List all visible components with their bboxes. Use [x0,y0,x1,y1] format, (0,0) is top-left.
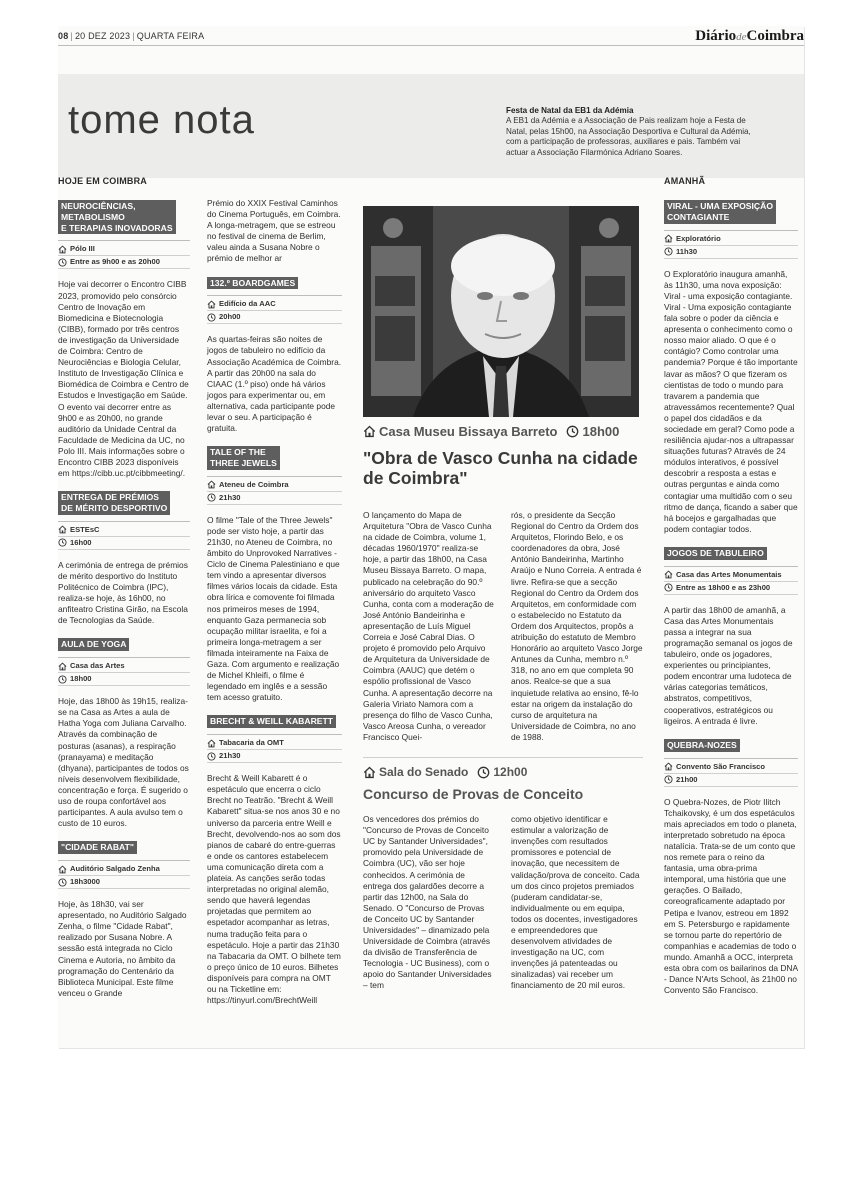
second-feature-meta [363,766,643,779]
banner-note-text: A EB1 da Adémia e a Associação de Pais realizam hoje a Festa de Natal, pelas 15h00, na Associação Desportiva e Cultural da Adémia, com a participação de professoras, auxiliares e pais. Também vai actuar a Associação Filarmónica Adriano Soares. [506,116,751,157]
feature-body [363,510,643,743]
column-tomorrow [664,176,798,1008]
clock-icon [58,538,67,547]
feature-text-left: O lançamento do Mapa de Arquitetura "Obra de Vasco Cunha na cidade de Coimbra, volume 1, décadas 1960/1970" realiza-se hoje, a partir das 18h00, na Casa Museu Bissaya Barreto. O mapa, publicado na celebração do 90.º aniversário do arquiteto Vasco Cunha, conta com a moderação de José António Bandeirinha e apresentação de Luís Miguel Correia e José Cabral Dias. O projeto é promovido pelo Arquivo de Arquitetura da Universidade de Coimbra (AAUC) que detém o espólio profissional de Vasco Cunha. A apresentação decorre na Galeria Viriato Namora com a presença do filho de Vasco Cunha, Vasco Areosa Cunha, o vereador Francisco Quei- [363,510,494,742]
event-boardgames [207,277,342,435]
event-time: 16h00 [70,537,92,547]
clock-icon [207,493,216,502]
column-today [58,176,190,1011]
column-today-2 [207,176,342,1018]
logo-word-2: de [736,31,747,43]
event-meta [207,734,342,765]
event-time: 18h00 [70,674,92,684]
event-text: Brecht & Weill Kabarett é o espetáculo que encerra o ciclo Brecht no Teatrão. "Brecht & Weill Kabarett" situa-se nos anos 30 e no universo da parceria entre Weill e Brecht, devolvendo-nos ao som dos pianos de cabaré do entre-guerras e onde os cantores estabelecem uma comunicação direta com a plateia. As canções serão todas interpretadas no original alemão, sendo que haverá legendas projetadas que permitem ao espetador acompanhar as letras, numa tradução feita para o espetáculo. Hoje a partir das 21h30 na Tabacaria da OMT. O bilhete tem o preço único de 10 euros. Bilhetes disponíveis para compra na OMT ou na Ticketline em: https://tinyurl.com/BrechtWeill [207,773,341,1006]
event-text: A partir das 18h00 de amanhã, a Casa das Artes Monumentais passa a integrar na sua programação semanal os jogos de tabuleiro, onde os jogadores, experientes ou principiantes, podem encontrar uma ludoteca de várias categorias temáticos, abstratos, competitivos, cooperativos, estratégicos ou ligeiros. A entrada é livre. [664,604,793,726]
event-tag: "CIDADE RABAT" [58,841,137,854]
event-meta [664,566,798,597]
event-place: Convento São Francisco [676,761,766,771]
event-time: 21h00 [676,774,698,784]
second-feature-place: Sala do Senado [379,764,469,779]
event-three-jewels [207,446,342,703]
tomorrow-kicker: AMANHÃ [664,176,706,186]
location-icon [58,865,67,874]
location-icon [207,739,216,748]
second-feature-time: 12h00 [493,764,528,779]
second-feature-headline: Concurso de Provas de Conceito [363,785,584,802]
event-place: ESTEsC [70,524,100,534]
event-text: O Quebra-Nozes, de Piotr Ilitch Tchaikovsky, é um dos espetáculos mais apreciados em todo o planeta, interpretado sobretudo na época natalícia. Trata-se de um conto que nos remete para o reino da fantasia, uma obra-prima intemporal, uma história que une gerações. O Bailado, coreograficamente adaptado por Petipa e Ivanov, estreou em 1892 em S. Petersburgo e rapidamente se tornou parte do repertório de companhias e academias de todo o mundo. Amanhã a OCC, interpreta esta obra com os bailarinos da DNA - Dance N'Arts School, às 21h00 no Convento São Francisco. [664,796,798,996]
event-brecht [207,715,342,1006]
event-text: Hoje vai decorrer o Encontro CIBB 2023, promovido pelo consórcio Centro de Inovação em Biomedicina e Biotecnologia (CIBB), formado por três centros de investigação da Universidade de Coimbra: Centro de Neurociências e Biologia Celular, Instituto de Investigação Clínica e Biomédica de Coimbra e Centro de Estudos e Investigação em Saúde. O evento vai decorrer entre as 9h00 e as 20h00, no grande auditório da Unidade Central da Faculdade de Medicina da UC, no Polo III. Mais informações sobre o Encontro CIBB 2023 disponíveis em https://cibb.uc.pt/cibbmeeting/. [58,279,189,479]
clock-icon [58,878,67,887]
location-icon [207,300,216,309]
event-jogos [664,547,798,727]
logo-word-3: Coimbra [746,28,804,44]
issue-date: 20 DEZ 2023 [74,31,131,41]
event-tag: JOGOS DE TABULEIRO [664,547,767,560]
event-place: Casa das Artes Monumentais [676,569,782,579]
logo-word-1: Diário [695,28,737,44]
event-quebra-nozes [664,739,798,996]
event-time: 20h00 [219,312,241,322]
event-time: 21h30 [219,751,241,761]
event-tag: VIRAL - UMA EXPOSIÇÃO CONTAGIANTE [664,200,776,224]
event-meta [664,230,798,261]
event-meta [58,240,190,271]
event-rabat [58,841,190,999]
event-text: As quartas-feiras são noites de jogos de tabuleiro no edifício da Associação Académica de Coimbra. A partir das 20h00 na sala do CIAAC (1.º piso) onde há vários jogos para experimentar ou, em alternativa, cada participante pode levar o seu. A participação é gratuita. [207,334,342,434]
event-tag: QUEBRA-NOZES [664,739,740,752]
event-meta [207,295,342,326]
event-tag: AULA DE YOGA [58,638,129,651]
today-kicker: HOJE EM COIMBRA [58,176,148,186]
feature-place: Casa Museu Bissaya Barreto [379,423,558,439]
location-icon [664,762,673,771]
event-time: 18h3000 [70,877,100,887]
second-feature-text-right: como objetivo identificar e estimular a valorização de invenções com resultados promissores e potencial de inovação, que necessitem de validação/prova de conceito. Cada um dos cinco projetos premiados (puderam candidatar-se, individualmente ou em equipa, todos os docentes, investigadores e empreendedores que desenvolvem atividades de investigação na UC, com invenções já patenteadas ou sinalizadas) vai receber um financiamento de 20 mil euros. [511,814,640,991]
event-place: Tabacaria da OMT [219,738,284,748]
event-premios [58,491,190,626]
location-icon [664,570,673,579]
event-cibb [58,200,190,479]
page-header [58,26,804,46]
event-meta [207,476,342,507]
event-meta [58,657,190,688]
section-title: tome nota [68,98,255,142]
feature-photo [363,206,639,417]
event-text: O Exploratório inaugura amanhã, às 11h30, uma nova exposição: Viral - uma exposição contagiante. Viral - Uma exposição contagiante fala sobre o poder da ciência e apresenta o conhecimento como o nosso maior aliado. O que é o contágio? Como controlar uma pandemia? Porque é tão importante lavar as mãos? O que fizeram os cientistas de todo o mundo para travarem a pandemia que atravessámos recentemente? Qual o papel dos cidadãos e da sociedade em geral? Como pode a resiliência ajudar-nos a ultrapassar situações futuras? Através de 24 módulos interativos, é possível descobrir a resposta a estas e outras perguntas e ainda como contagiar uma multidão com o seu ritmo de dança, ficando a saber que há bocejos e gargalhadas que podem contagiar todos. [664,268,798,534]
event-yoga [58,638,190,829]
clock-icon [207,752,216,761]
clock-icon [664,583,673,592]
banner-note [506,106,756,158]
event-meta [58,860,190,891]
page-info: 08 | 20 DEZ 2023 | QUARTA FEIRA [58,31,205,41]
location-icon [58,245,67,254]
feature-meta [363,425,643,438]
event-time: Entre as 18h00 e as 23h00 [676,582,771,592]
event-tag: ENTREGA DE PRÉMIOS DE MÉRITO DESPORTIVO [58,491,170,515]
location-icon [664,234,673,243]
newspaper-logo [695,28,804,45]
event-place: Auditório Salgado Zenha [70,864,160,874]
event-place: Pólo III [70,244,95,254]
location-icon [207,480,216,489]
newspaper-page [58,26,804,1048]
event-time: 11h30 [676,246,698,256]
event-viral [664,200,798,535]
issue-weekday: QUARTA FEIRA [136,31,205,41]
location-icon [363,425,376,438]
event-time: 21h30 [219,492,241,502]
event-text: O filme "Tale of the Three Jewels" pode ser visto hoje, a partir das 21h30, no Ateneu de Coimbra, no âmbito do Unprovoked Narratives - Ciclo de Cinema Palestiniano e que tem vindo a apresentar diversos filmes vários locais da cidade. Esta obra lírica e comovente foi filmada nos primeiros meses de 1994, enquanto Gaza permanecia sob ocupação militar israelita, e foi a primeira longa-metragem a ser filmada inteiramente na Faixa de Gaza. Com argumento e realização de Michel Khleifi, o filme é legendado em inglês e a sessão tem acesso gratuito. [207,514,340,703]
location-icon [58,525,67,534]
event-time: Entre as 9h00 e as 20h00 [70,257,160,267]
feature-text-right: rós, o presidente da Secção Regional do Centro da Ordem dos Arquitetos, Florindo Belo, e os coordenadores da obra, José António Bandeirinha, Martinho Araújo e Nuno Correia. A entrada é livre. Refira-se que a secção Regional do Centro da Ordem dos Arquitetos, em conformidade com o estabelecido no Estatuto da Ordem dos Arquitectos, propôs a atribuição do estatuto de Membro Honorário ao arquiteto Vasco Jorge Antunes da Cunha, membro n.º 318, no ano em que completa 90 anos. Realce-se que a sua inquietude relativa ao ensino, fê-lo estar na origem da instalação do curso de arquitetura na Universidade de Coimbra, no ano de 1988. [511,510,643,742]
feature-time: 18h00 [582,423,620,439]
event-text: Hoje, das 18h00 às 19h15, realiza-se na Casa as Artes a aula de Hatha Yoga com Juliana Carvalho. Através da combinação de posturas (asanas), a respiração (pranayama) e meditação (dhyana), participantes de todos os níveis desenvolvem flexibilidade, concentração e força. É sugerido o uso de roupa confortável aos participantes. A aula avulso tem o custo de 10 euros. [58,696,189,829]
continued-text: Prémio do XXIX Festival Caminhos do Cinema Português, em Coimbra. A longa-metragem, que se estreou no festival de cinema de Berlim, valeu ainda a Susana Nobre o prémio de melhor ar [207,198,341,264]
location-icon [363,766,376,779]
event-tag: BRECHT & WEILL KABARETT [207,715,336,728]
event-place: Casa das Artes [70,661,125,671]
portrait-photo-illustration [363,206,639,417]
second-feature-text-left: Os vencedores dos prémios do "Concurso de Provas de Conceito UC by Santander Universidades", promovido pela Universidade de Coimbra (UC), vão ser hoje conhecidos. A cerimónia de entrega dos galardões decorre a partir das 12h00, na Sala do Senado. O "Concurso de Provas de Conceito UC by Santander Universidades" – dinamizado pela Universidade de Coimbra (através da divisão de Transferência de Tecnologia - UC Business), com o apoio do Santander Universidades – tem [363,814,492,991]
clock-icon [58,258,67,267]
clock-icon [207,313,216,322]
event-tag: TALE OF THE THREE JEWELS [207,446,280,470]
event-text: A cerimónia de entrega de prémios de mérito desportivo do Instituto Politécnico de Coimbra (IPC), realiza-se hoje, às 16h00, no anfiteatro Cristina Girão, na Escola de Tecnologias da Saúde. [58,559,188,626]
event-meta [58,521,190,552]
clock-icon [664,247,673,256]
event-tag: 132.º BOARDGAMES [207,277,298,290]
second-feature-body [363,814,643,992]
clock-icon [477,766,490,779]
event-meta [664,758,798,789]
event-tag: NEUROCIÊNCIAS, METABOLISMO E TERAPIAS INOVADORAS [58,200,176,234]
clock-icon [566,425,579,438]
location-icon [58,662,67,671]
event-place: Edifício da AAC [219,299,276,309]
banner-note-title: Festa de Natal da EB1 da Adémia [506,106,634,115]
clock-icon [58,675,67,684]
feature-headline: "Obra de Vasco Cunha na cidade de Coimbra" [363,448,638,488]
page-number: 08 [58,31,69,41]
event-place: Exploratório [676,233,721,243]
center-feature [363,176,643,992]
event-place: Ateneu de Coimbra [219,479,289,489]
clock-icon [664,775,673,784]
section-banner [58,74,804,178]
event-text: Hoje, às 18h30, vai ser apresentado, no Auditório Salgado Zenha, o filme "Cidade Rabat", realizado por Susana Nobre. A sessão está integrada no Ciclo Cinema e Autoria, no âmbito da programação do Centenário da Biblioteca Municipal. Este filme venceu o Grande [58,899,187,998]
